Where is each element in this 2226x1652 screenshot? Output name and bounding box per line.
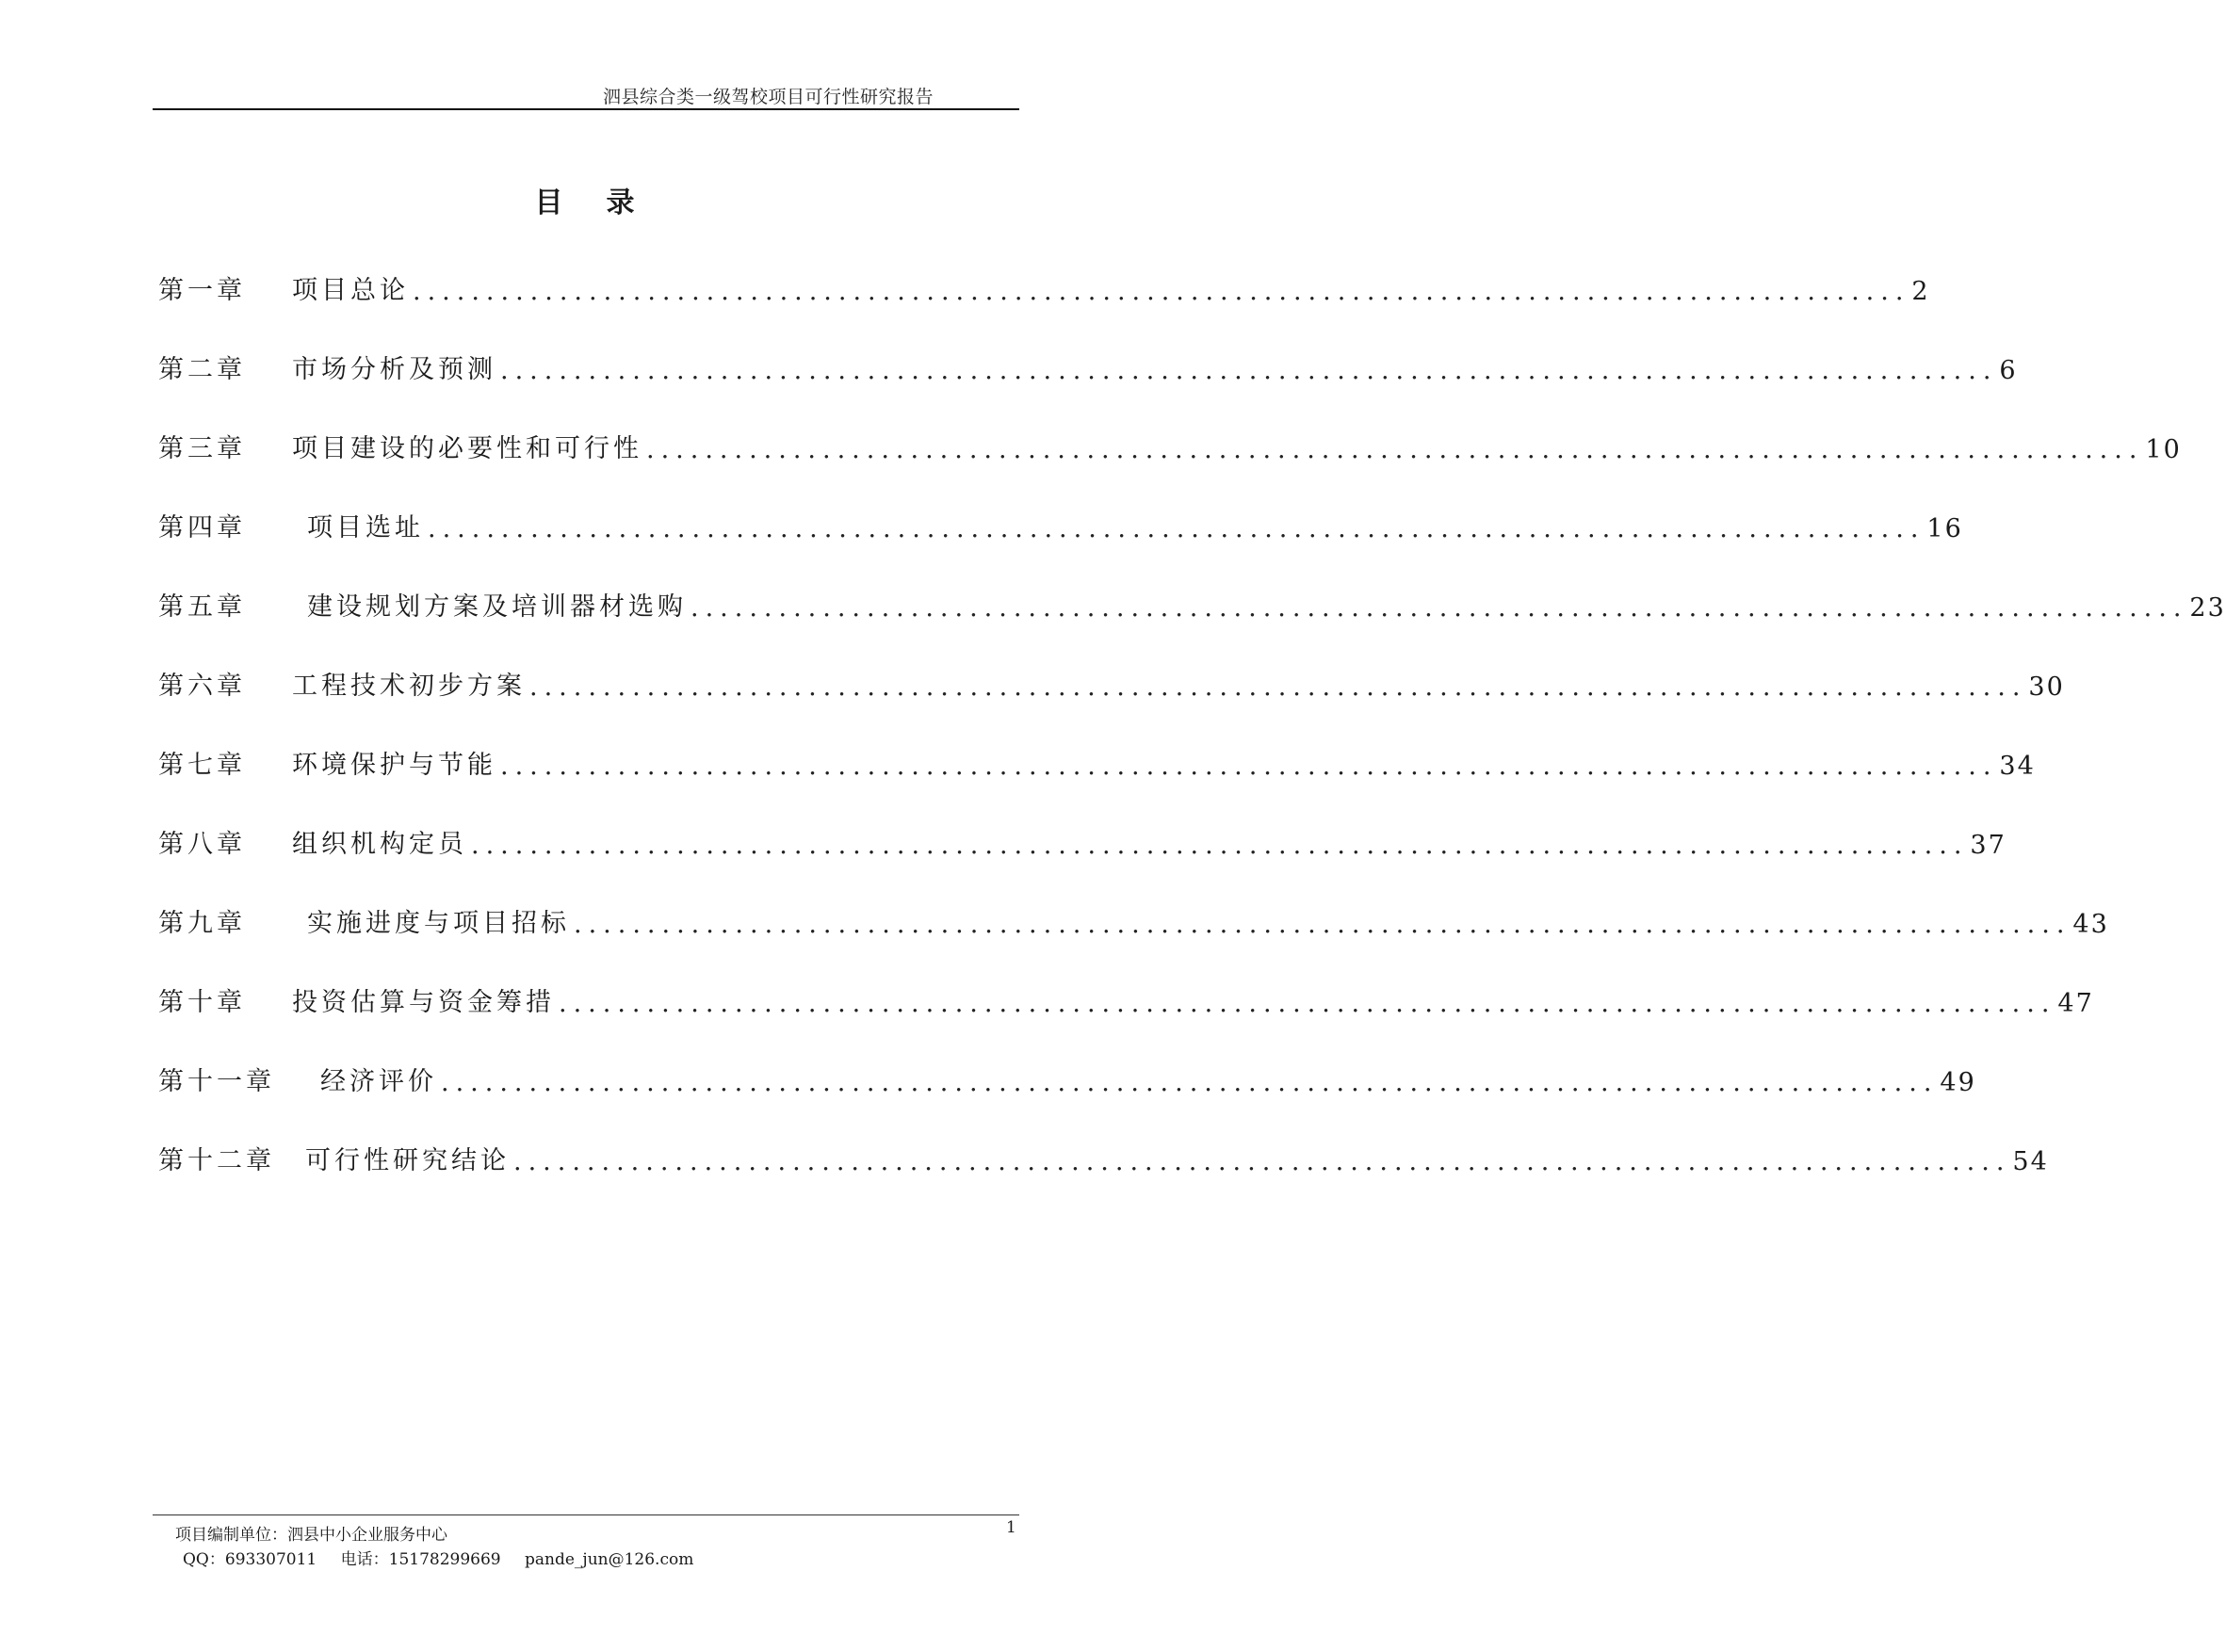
toc-title: 可行性研究结论: [305, 1146, 510, 1175]
dot-leader: ......................................................................................................: [559, 989, 2056, 1018]
toc-entry[interactable]: [158, 664, 2065, 702]
toc-chapter: 第一章: [158, 276, 246, 305]
toc-page-number: 30: [2028, 672, 2065, 702]
footer-organization: 项目编制单位：泗县中小企业服务中心: [175, 1526, 447, 1545]
toc-chapter: 第七章: [158, 751, 246, 780]
toc-chapter: 第十章: [158, 988, 246, 1017]
toc-entry[interactable]: [158, 1060, 1976, 1097]
footer-contact: [183, 1546, 712, 1569]
toc-title: 市场分析及预测: [292, 355, 496, 384]
toc-chapter: 第八章: [158, 830, 246, 859]
toc-page-number: 10: [2145, 435, 2182, 464]
running-header-title: 泗县综合类一级驾校项目可行性研究报告: [603, 87, 934, 107]
dot-leader: ......................................................................................................: [471, 831, 1969, 860]
toc-entry[interactable]: [158, 506, 1963, 543]
toc-chapter: 第三章: [158, 434, 246, 463]
toc-chapter: 第六章: [158, 672, 246, 701]
toc-entry[interactable]: [158, 822, 2007, 860]
toc-entry[interactable]: [158, 901, 2109, 939]
toc-entry[interactable]: [158, 348, 2018, 385]
toc-chapter: 第二章: [158, 355, 246, 384]
toc-page-number: 49: [1940, 1068, 1976, 1097]
toc-page-number: 6: [1999, 356, 2018, 385]
dot-leader: ......................................................................................................: [500, 752, 1998, 781]
toc-entry[interactable]: [158, 743, 2036, 781]
footer-qq: QQ：693307011: [183, 1550, 317, 1569]
toc-entry[interactable]: [158, 268, 1930, 306]
toc-page-number: 47: [2057, 989, 2094, 1018]
toc-page-number: 34: [1999, 752, 2036, 781]
toc-entry[interactable]: [158, 427, 2182, 464]
toc-title: 项目建设的必要性和可行性: [292, 434, 642, 463]
dot-leader: ......................................................................................................: [574, 910, 2072, 939]
toc-heading: 目录: [534, 186, 678, 219]
dot-leader: ......................................................................................................: [691, 593, 2188, 623]
dot-leader: ......................................................................................................: [529, 672, 2027, 702]
dot-leader: ......................................................................................................: [428, 514, 1925, 543]
toc-title: 项目总论: [292, 276, 409, 305]
dot-leader: ......................................................................................................: [646, 435, 2144, 464]
toc-chapter: 第十二章: [158, 1146, 275, 1175]
toc-chapter: 第十一章: [158, 1067, 275, 1096]
footer-rule: [153, 1514, 1019, 1515]
toc-page-number: 2: [1911, 277, 1930, 306]
toc-chapter: 第四章: [158, 513, 246, 543]
page-number: 1: [1006, 1518, 1016, 1537]
toc-chapter: 第九章: [158, 909, 246, 938]
toc-title: 项目选址: [307, 513, 424, 543]
toc-page-number: 54: [2012, 1147, 2049, 1176]
toc-page-number: 16: [1926, 514, 1963, 543]
toc-page-number: 43: [2072, 910, 2109, 939]
toc-title: 环境保护与节能: [292, 751, 496, 780]
toc-page-number: 23: [2189, 593, 2226, 623]
toc-entry[interactable]: [158, 1139, 2049, 1176]
footer-email[interactable]: pande_jun@126.com: [525, 1550, 694, 1569]
dot-leader: ......................................................................................................: [413, 277, 1910, 306]
toc-title: 工程技术初步方案: [292, 672, 526, 701]
header-rule: [153, 108, 1019, 110]
toc-title: 经济评价: [320, 1067, 437, 1096]
toc-title: 实施进度与项目招标: [307, 909, 570, 938]
toc-chapter: 第五章: [158, 592, 246, 622]
footer-phone: 电话：15178299669: [340, 1550, 501, 1569]
dot-leader: ......................................................................................................: [500, 356, 1998, 385]
dot-leader: ......................................................................................................: [441, 1068, 1939, 1097]
toc-title: 投资估算与资金筹措: [292, 988, 555, 1017]
toc-title: 组织机构定员: [292, 830, 467, 859]
toc-entry[interactable]: [158, 980, 2094, 1018]
dot-leader: ......................................................................................................: [513, 1147, 2011, 1176]
toc-page-number: 37: [1970, 831, 2007, 860]
toc-entry[interactable]: [158, 585, 2226, 623]
toc-title: 建设规划方案及培训器材选购: [307, 592, 687, 622]
